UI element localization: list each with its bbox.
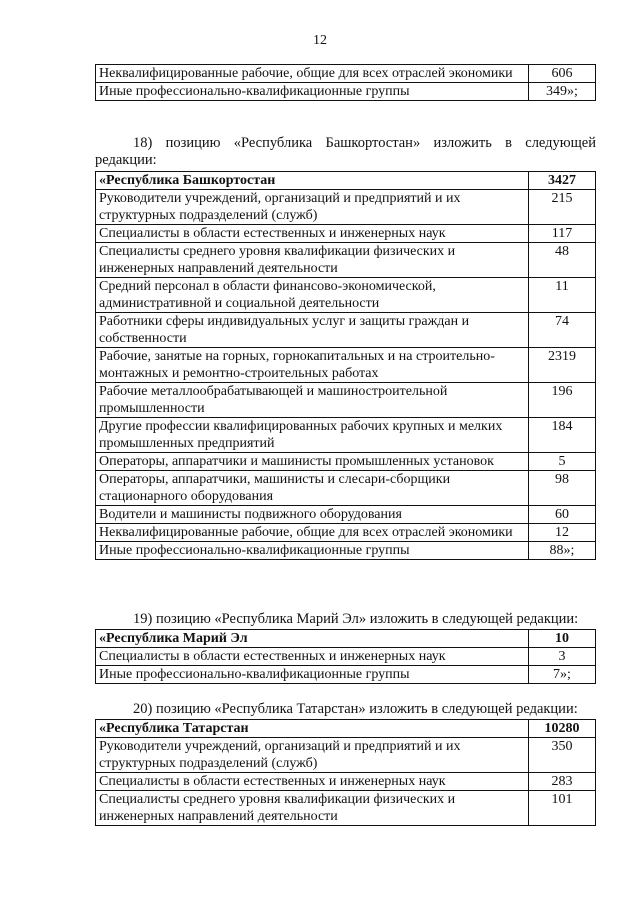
row-label: Иные профессионально-квалификационные группы bbox=[96, 666, 529, 684]
row-value: 7»; bbox=[529, 666, 596, 684]
table-row bbox=[96, 190, 596, 225]
table-row bbox=[96, 278, 596, 313]
table-header-row bbox=[96, 630, 596, 648]
table-row bbox=[96, 791, 596, 826]
table-header-row bbox=[96, 172, 596, 190]
table-row bbox=[96, 773, 596, 791]
table-row bbox=[96, 648, 596, 666]
row-label: Операторы, аппаратчики, машинисты и слесари-сборщики стационарного оборудования bbox=[96, 471, 529, 506]
table-row bbox=[96, 83, 596, 101]
row-label: Иные профессионально-квалификационные группы bbox=[96, 542, 529, 560]
region-name: «Республика Башкортостан bbox=[96, 172, 529, 190]
region-total: 3427 bbox=[529, 172, 596, 190]
table-row bbox=[96, 506, 596, 524]
table-row bbox=[96, 348, 596, 383]
row-value: 12 bbox=[529, 524, 596, 542]
row-value: 74 bbox=[529, 313, 596, 348]
row-label: Специалисты среднего уровня квалификации физических и инженерных направлений деятельности bbox=[96, 243, 529, 278]
row-label: Средний персонал в области финансово-экономической, административной и социальной деятельности bbox=[96, 278, 529, 313]
region-name: «Республика Татарстан bbox=[96, 720, 529, 738]
row-value: 5 bbox=[529, 453, 596, 471]
row-value: 283 bbox=[529, 773, 596, 791]
row-label: Работники сферы индивидуальных услуг и защиты граждан и собственности bbox=[96, 313, 529, 348]
section-18-intro: 18) позицию «Республика Башкортостан» изложить в следующей редакции: bbox=[95, 135, 596, 168]
table-row bbox=[96, 738, 596, 773]
row-value: 48 bbox=[529, 243, 596, 278]
tatarstan-table bbox=[95, 719, 596, 826]
row-value: 101 bbox=[529, 791, 596, 826]
row-value: 98 bbox=[529, 471, 596, 506]
table-row bbox=[96, 313, 596, 348]
table-row bbox=[96, 453, 596, 471]
region-total: 10280 bbox=[529, 720, 596, 738]
region-total: 10 bbox=[529, 630, 596, 648]
table-row bbox=[96, 542, 596, 560]
row-value: 606 bbox=[529, 65, 596, 83]
table-row bbox=[96, 418, 596, 453]
row-label: Рабочие, занятые на горных, горнокапитальных и на строительно-монтажных и ремонтно-строительных работах bbox=[96, 348, 529, 383]
row-value: 349»; bbox=[529, 83, 596, 101]
region-name: «Республика Марий Эл bbox=[96, 630, 529, 648]
row-label: Руководители учреждений, организаций и предприятий и их структурных подразделений (служб) bbox=[96, 190, 529, 225]
row-value: 184 bbox=[529, 418, 596, 453]
table-row bbox=[96, 225, 596, 243]
row-label: Операторы, аппаратчики и машинисты промышленных установок bbox=[96, 453, 529, 471]
bashkortostan-table bbox=[95, 171, 596, 560]
row-value: 3 bbox=[529, 648, 596, 666]
page-number: 12 bbox=[313, 33, 327, 48]
table-row bbox=[96, 65, 596, 83]
table-row bbox=[96, 524, 596, 542]
table-row bbox=[96, 666, 596, 684]
table-row bbox=[96, 243, 596, 278]
row-value: 215 bbox=[529, 190, 596, 225]
row-label: Другие профессии квалифицированных рабочих крупных и мелких промышленных предприятий bbox=[96, 418, 529, 453]
row-value: 60 bbox=[529, 506, 596, 524]
row-label: Специалисты в области естественных и инженерных наук bbox=[96, 773, 529, 791]
row-label: Руководители учреждений, организаций и предприятий и их структурных подразделений (служб) bbox=[96, 738, 529, 773]
row-label: Специалисты среднего уровня квалификации физических и инженерных направлений деятельности bbox=[96, 791, 529, 826]
row-value: 11 bbox=[529, 278, 596, 313]
continuation-table bbox=[95, 64, 596, 101]
table-row bbox=[96, 471, 596, 506]
row-value: 117 bbox=[529, 225, 596, 243]
section-19-intro: 19) позицию «Республика Марий Эл» изложить в следующей редакции: bbox=[133, 611, 579, 627]
row-value: 350 bbox=[529, 738, 596, 773]
table-header-row bbox=[96, 720, 596, 738]
row-value: 196 bbox=[529, 383, 596, 418]
row-value: 2319 bbox=[529, 348, 596, 383]
mari-el-table bbox=[95, 629, 596, 684]
row-label: Иные профессионально-квалификационные группы bbox=[96, 83, 529, 101]
row-label: Рабочие металлообрабатывающей и машиностроительной промышленности bbox=[96, 383, 529, 418]
row-label: Неквалифицированные рабочие, общие для всех отраслей экономики bbox=[96, 65, 529, 83]
table-row bbox=[96, 383, 596, 418]
row-value: 88»; bbox=[529, 542, 596, 560]
row-label: Специалисты в области естественных и инженерных наук bbox=[96, 225, 529, 243]
row-label: Специалисты в области естественных и инженерных наук bbox=[96, 648, 529, 666]
row-label: Водители и машинисты подвижного оборудования bbox=[96, 506, 529, 524]
row-label: Неквалифицированные рабочие, общие для всех отраслей экономики bbox=[96, 524, 529, 542]
section-20-intro: 20) позицию «Республика Татарстан» изложить в следующей редакции: bbox=[133, 701, 578, 717]
